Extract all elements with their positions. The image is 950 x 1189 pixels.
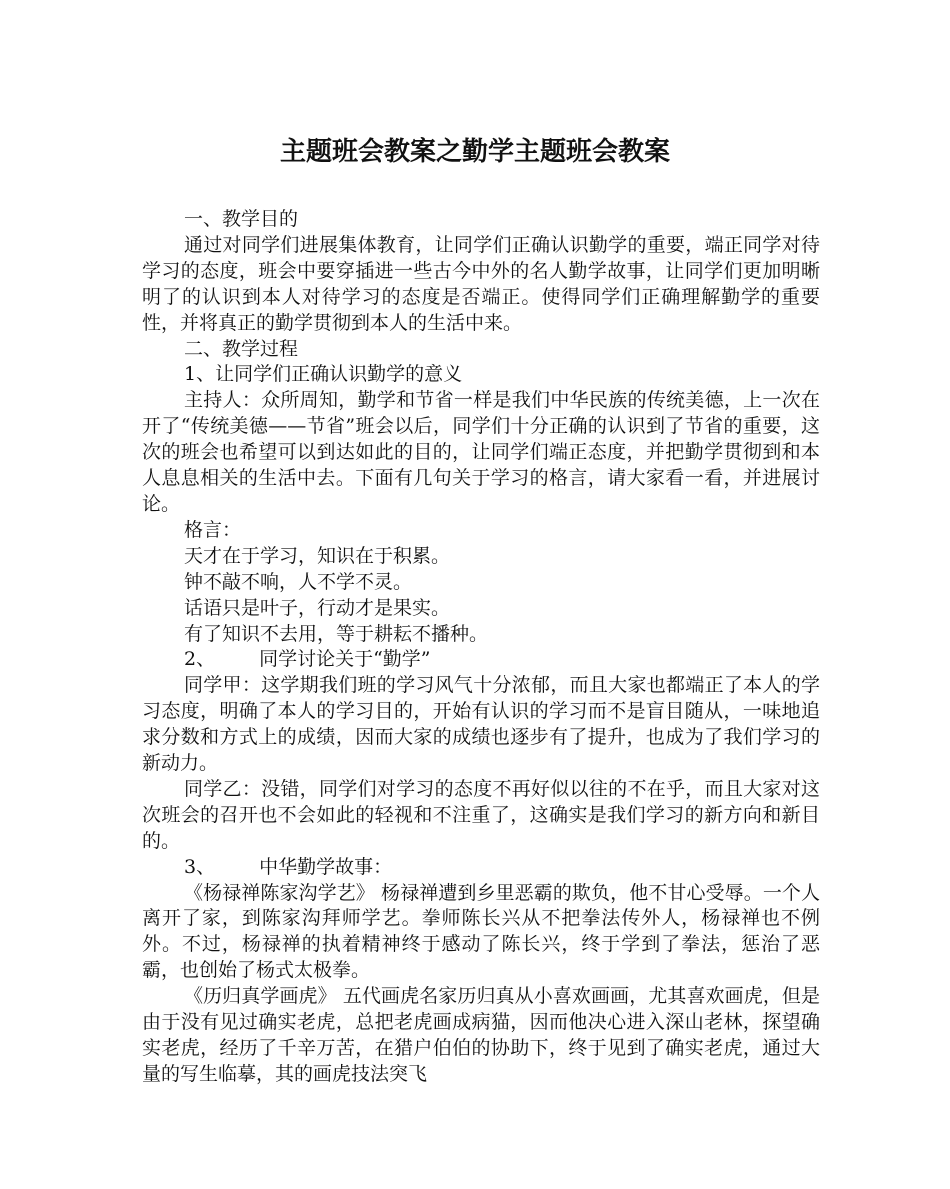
paragraph: 同学甲：这学期我们班的学习风气十分浓郁，而且大家也都端正了本人的学习态度，明确了本人的学习目的，开始有认识的学习而不是盲目随从，一味地追求分数和方式上的成绩，因而大家的成绩也逐步有了提升，也成为了我们学习的新动力。 <box>142 674 820 775</box>
quote-line: 话语只是叶子，行动才是果实。 <box>184 596 451 619</box>
quote-line: 有了知识不去用，等于耕耘不播种。 <box>184 622 489 645</box>
paragraph: 格言： <box>184 518 242 541</box>
paragraph: 《历归真学画虎》 五代画虎名家历归真从小喜欢画画，尤其喜欢画虎，但是由于没有见过确实老虎，总把老虎画成病猫，因而他决心进入深山老林，探望确实老虎，经历了千辛万苦，在猎户伯伯的协助下，终于见到了确实老虎，通过大量的写生临摹，其的画虎技法突飞 <box>142 985 820 1085</box>
quote-line: 钟不敲不响，人不学不灵。 <box>184 570 413 593</box>
list-text: 同学讨论关于“勤学” <box>259 648 431 671</box>
list-number: 2、 <box>184 648 216 671</box>
subsection-heading: 1、让同学们正确认识勤学的意义 <box>184 363 463 386</box>
page-title: 主题班会教案之勤学主题班会教案 <box>279 137 670 167</box>
list-text: 中华勤学故事： <box>259 855 393 878</box>
document-body <box>142 207 820 1088</box>
section-heading: 一、教学目的 <box>184 208 299 230</box>
list-number: 3、 <box>184 855 216 878</box>
paragraph: 主持人：众所周知，勤学和节省一样是我们中华民族的传统美德，上一次在开了“传统美德——节省”班会以后，同学们十分正确的认识到了节省的重要，这次的班会也希望可以到达如此的目的，让同学们端正态度，并把勤学贯彻到和本人息息相关的生活中去。下面有几句关于学习的格言，请大家看一看，并进展讨论。 <box>142 389 820 515</box>
paragraph: 通过对同学们进展集体教育，让同学们正确认识勤学的重要，端正同学对待学习的态度，班会中要穿插进一些古今中外的名人勤学故事，让同学们更加明晰明了的认识到本人对待学习的态度是否端正。使得同学们正确理解勤学的重要性，并将真正的勤学贯彻到本人的生活中来。 <box>142 233 820 334</box>
paragraph: 《杨禄禅陈家沟学艺》 杨禄禅遭到乡里恶霸的欺负，他不甘心受辱。一个人离开了家，到陈家沟拜师学艺。拳师陈长兴从不把拳法传外人，杨禄禅也不例外。不过，杨禄禅的执着精神终于感动了陈长兴，终于学到了拳法，惩治了恶霸，也创始了杨式太极拳。 <box>142 881 820 982</box>
section-heading: 二、教学过程 <box>184 337 299 360</box>
subsection-heading <box>142 855 820 881</box>
paragraph: 同学乙：没错，同学们对学习的态度不再好似以往的不在乎，而且大家对这次班会的召开也不会如此的轻视和不注重了，这确实是我们学习的新方向和新目的。 <box>142 777 820 852</box>
subsection-heading <box>142 647 820 673</box>
quote-line: 天才在于学习，知识在于积累。 <box>184 544 451 567</box>
